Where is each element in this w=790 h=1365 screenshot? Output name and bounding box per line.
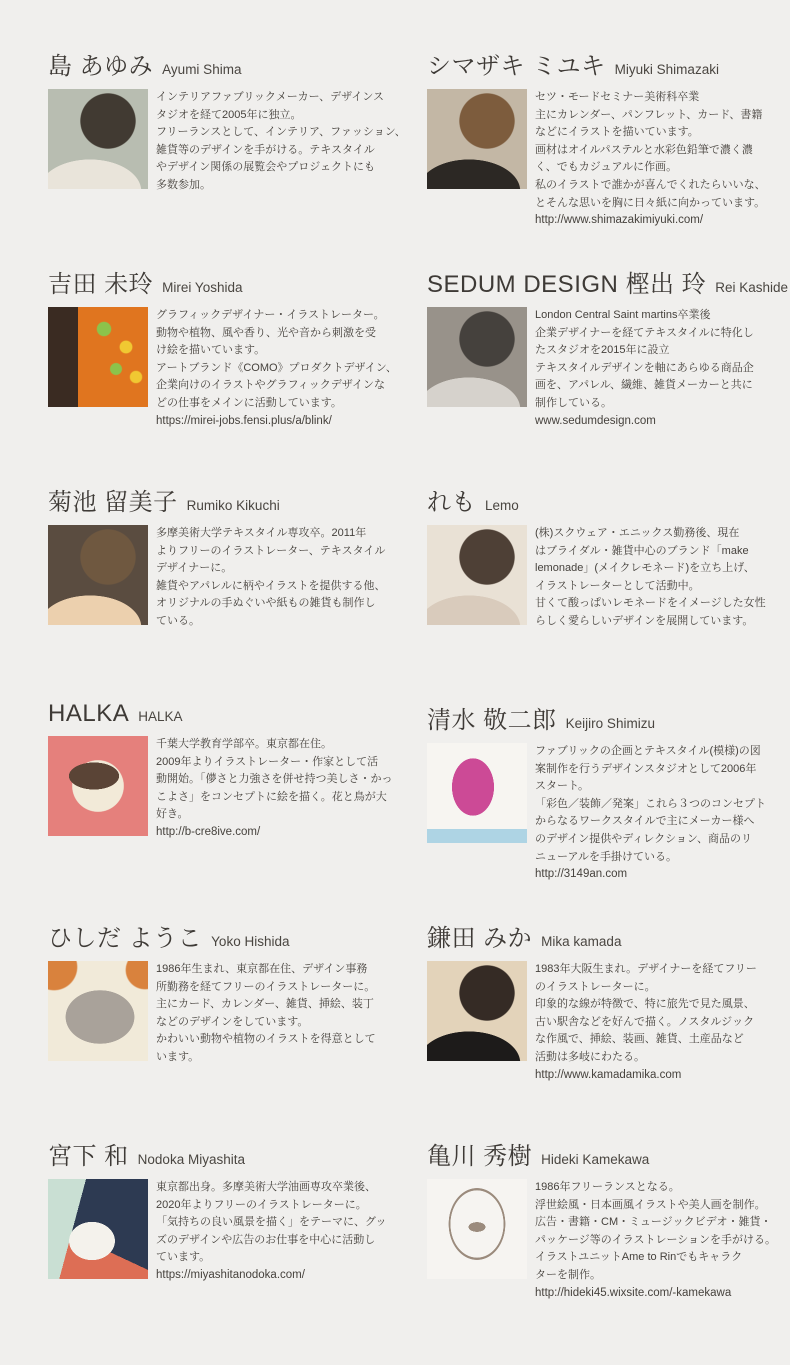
profile-url-link[interactable]: http://www.kamadamika.com [535,1068,682,1081]
profile-name-japanese: シマザキ ミユキ [427,53,606,80]
profile-name-row [48,482,393,517]
profile-name-japanese: 島 あゆみ [48,53,154,80]
profile-name-row [48,700,393,728]
profile-name-row [427,264,788,299]
profile-photo [48,961,148,1061]
profile-name-row [427,1136,772,1171]
profile-name-japanese: 吉田 未玲 [48,271,154,298]
profile-name-romanized: Rumiko Kikuchi [186,498,280,513]
profile-url-link[interactable]: www.sedumdesign.com [535,414,656,427]
profile-photo [427,89,527,189]
profile-photo [427,743,527,843]
profile-photo [48,307,148,407]
profile-name-japanese: SEDUM DESIGN 樫出 玲 [427,271,707,298]
profile-name-row [427,918,772,953]
profile-bio: セツ・モードセミナー美術科卒業 主にカレンダー、パンフレット、カード、書籍 などにイラストを描いています。 画材はオイルパステルと水彩色鉛筆で濃く濃 く、でもカジュアルに作画。 私のイラストで誰かが喜んでくれたらいいな、 とそんな思いを胸に日々紙に向かっています。 [535,91,766,209]
profile-url-link[interactable]: http://www.shimazakimiyuki.com/ [535,214,704,227]
profile-name-romanized: Ayumi Shima [162,62,242,77]
profile-bio: 1986年生まれ、東京都在住、デザイン事務 所勤務を経てフリーのイラストレーターに。 主にカード、カレンダー、雑貨、挿絵、装丁 などのデザインをしています。 かわいい動物や植物のイラストを得意として います。 [156,963,376,1063]
profile-bio: 東京都出身。多摩美術大学油画専攻卒業後、 2020年よりフリーのイラストレーターに。 「気持ちの良い風景を描く」をテーマに、グッ ズのデザインや広告のお仕事を中心に活動し ています。 [156,1181,387,1264]
profile-name-romanized: Hideki Kamekawa [541,1152,650,1167]
profile-name-romanized: Yoko Hishida [211,934,290,949]
profile-bio: London Central Saint martins卒業後 企業デザイナーを経てテキスタイルに特化し たスタジオを2015年に設立 テキスタイルデザインを軸にあらゆる商品企 画を、アパレル、繊維、雑貨メーカーと共に 制作している。 [535,309,754,409]
profile-card-rei-kashide [427,264,788,482]
profile-bio: ファブリックの企画とテキスタイル(模様)の図 案制作を行うデザインスタジオとして2006年 スタート。 「彩色／装飾／発案」これら３つのコンセプト からなるワークスタイルで主にメーカー様へ のデザイン提供やディレクション、商品のリ ニューアルを手掛けている。 [535,745,766,863]
profile-name-row [427,46,772,81]
profile-name-romanized: Keijiro Shimizu [565,716,655,731]
profile-name-romanized: Rei Kashide [715,280,788,295]
profile-name-japanese: れも [427,489,476,516]
profile-url-link[interactable]: http://hideki45.wixsite.com/-kamekawa [535,1286,732,1299]
profile-name-row [48,46,393,81]
profile-name-japanese: 鎌田 みか [427,925,533,952]
profile-bio: グラフィックデザイナー・イラストレーター。 動物や植物、風や香り、光や音から刺激を受 け絵を描いています。 アートブランド《COMO》プロダクトデザイン、 企業向けのイラストやグラフィックデザインな どの仕事をメインに活動しています。 [156,309,397,409]
profile-bio: インテリアファブリックメーカー、デザインス タジオを経て2005年に独立。 フリーランスとして、インテリア、ファッション、 雑貨等のデザインを手がける。テキスタイル やデザイン関係の展覧会やプロジェクトにも 多数参加。 [156,91,406,191]
profile-card-ayumi-shima [48,46,406,264]
profile-name-romanized: HALKA [138,709,183,724]
profile-name-japanese: 宮下 和 [48,1143,129,1170]
profile-bio: (株)スクウェア・エニックス勤務後、現在 はブライダル・雑貨中心のブランド「make lemonade」(メイクレモネード)を立ち上げ、 イラストレーターとして活動中。 甘くて酸っぱいレモネードをイメージした女性 らしく愛らしいデザインを展開しています。 [535,527,766,627]
profile-name-row [48,264,393,299]
profile-photo [48,1179,148,1279]
profile-name-romanized: Lemo [485,498,519,513]
profile-url-link[interactable]: https://miyashitanodoka.com/ [156,1268,305,1281]
profile-name-row [48,918,393,953]
profile-name-japanese: 清水 敬二郎 [427,707,557,734]
profile-bio: 多摩美術大学テキスタイル専攻卒。2011年 よりフリーのイラストレーター、テキスタイル デザイナーに。 雑貨やアパレルに柄やイラストを提供する他、 オリジナルの手ぬぐいや紙もの雑貨も制作し ている。 [156,527,386,627]
profile-name-japanese: 菊池 留美子 [48,489,178,516]
profile-name-romanized: Mirei Yoshida [162,280,243,295]
profile-photo [427,525,527,625]
profile-photo [427,307,527,407]
profile-card-rumiko-kikuchi [48,482,393,700]
profile-photo [48,89,148,189]
profile-bio: 1986年フリーランスとなる。 浮世絵風・日本画風イラストや美人画を制作。 広告・書籍・CM・ミュージックビデオ・雑貨・ パッケージ等のイラストレーションを手がける。 イラストユニットAme to Rinでもキャラク ターを制作。 [535,1181,777,1281]
profile-name-japanese: ひしだ ようこ [48,925,203,952]
profile-url-link[interactable]: http://3149an.com [535,868,628,881]
profile-photo [427,1179,527,1279]
profile-card-mirei-yoshida [48,264,397,482]
profile-card-lemo [427,482,772,700]
profile-photo [427,961,527,1061]
profile-card-nodoka-miyashita [48,1136,393,1354]
profile-name-romanized: Nodoka Miyashita [137,1152,245,1167]
profile-card-halka [48,700,393,918]
profile-name-row [427,700,772,735]
profile-card-hideki-kamekawa [427,1136,777,1354]
profile-name-romanized: Mika kamada [541,934,622,949]
profile-card-keijiro-shimizu [427,700,772,918]
profile-card-yoko-hishida [48,918,393,1136]
profile-card-miyuki-shimazaki [427,46,772,264]
profile-bio: 1983年大阪生まれ。デザイナーを経てフリー のイラストレーターに。 印象的な線が特徴で、特に旅先で見た風景、 古い駅舎などを好んで描く。ノスタルジック な作風で、挿絵、装画、雑貨、土産品など 活動は多岐にわたる。 [535,963,757,1063]
profile-name-japanese: 亀川 秀樹 [427,1143,533,1170]
profile-bio: 千葉大学教育学部卒。東京都在住。 2009年よりイラストレーター・作家として活 動開始。「儚さと力強さを併せ持つ美しさ・かっ こよさ」をコンセプトに絵を描く。花と鳥が大 好き。 [156,738,393,821]
profile-card-mika-kamada [427,918,772,1136]
profile-url-link[interactable]: https://mirei-jobs.fensi.plus/a/blink/ [156,414,332,427]
profile-name-romanized: Miyuki Shimazaki [614,62,719,77]
profile-url-link[interactable]: http://b-cre8ive.com/ [156,825,261,838]
profile-name-japanese: HALKA [48,700,130,727]
profile-name-row [427,482,772,517]
profile-photo [48,525,148,625]
profile-name-row [48,1136,393,1171]
profile-photo [48,736,148,836]
